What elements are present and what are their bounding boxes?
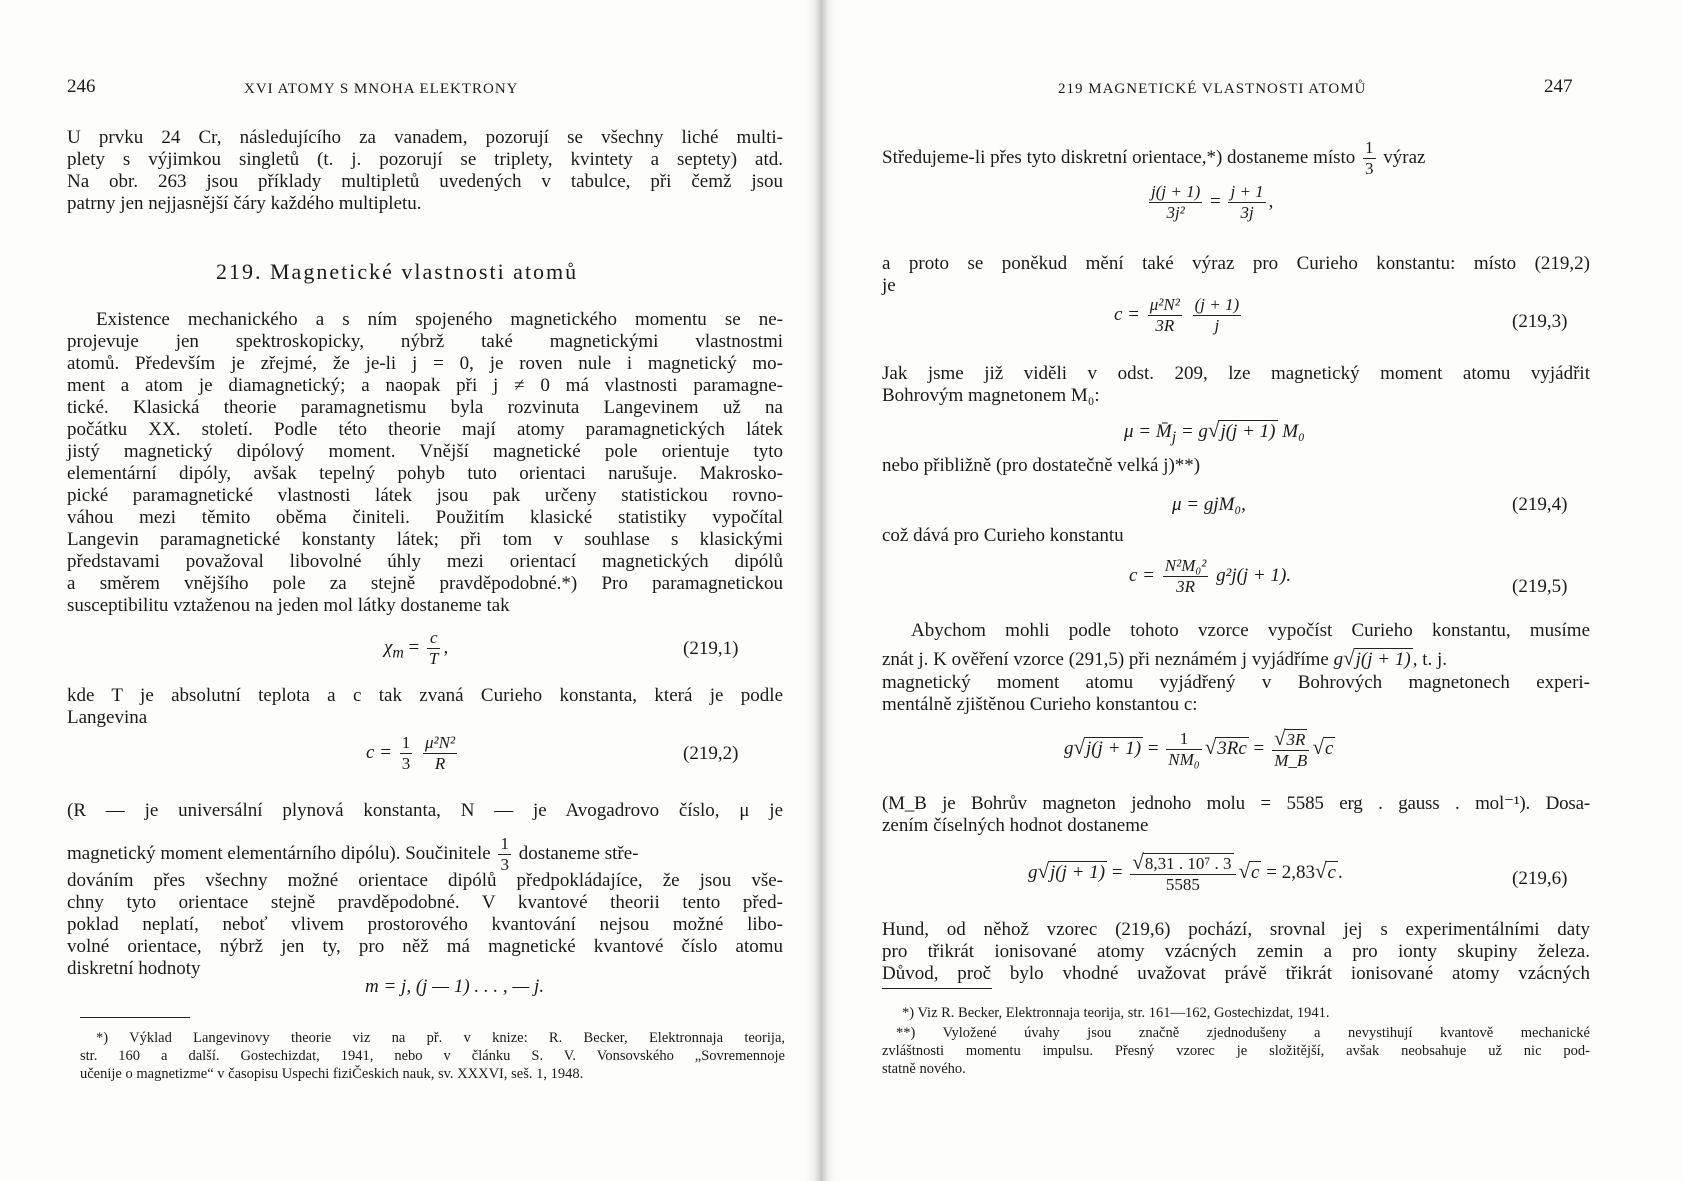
- footnote-line: *) Výklad Langevinovy theorie viz na př. v knize: R. Becker, Elektronnaja teorija,: [96, 1030, 785, 1046]
- text-line: dováním přes všechny možné orientace dipólů předpokládajíce, že jsou vše-: [67, 870, 783, 891]
- equation-punct: ,: [443, 636, 449, 658]
- fraction-numerator: j(j + 1): [1151, 182, 1201, 201]
- fraction-denominator: 3j: [1240, 203, 1254, 222]
- footnote-line: zvláštnosti momentu impulsu. Přesný vzorec je složitější, avšak neobsahuje už nic pod-: [882, 1043, 1590, 1059]
- equation-m-values: [365, 976, 544, 998]
- sqrt-icon: √: [1238, 858, 1251, 883]
- fraction-denominator: 3: [500, 855, 509, 874]
- equation-number: (219,2): [683, 743, 739, 764]
- text-line: Langevin paramagnetické konstanty látek; při tom v souhlase s klasickými: [67, 529, 783, 550]
- equation-fraction: [1130, 852, 1235, 895]
- text-line: váhou mezi těmito oběma činiteli. Použitím klasické statistiky vypočítal: [67, 507, 783, 528]
- text-line: zením číselných hodnot dostaneme: [882, 815, 1149, 836]
- equation-number: (219,5): [1512, 576, 1568, 597]
- equation-number: (219,1): [683, 638, 739, 659]
- fraction-numerator: 1: [1166, 729, 1201, 750]
- equation-fraction: [1272, 728, 1309, 771]
- fraction-numerator: 1: [401, 733, 411, 752]
- text-line: elementární dipóly, avšak tepelný pohyb tuto orientaci narušuje. Makrosko-: [67, 463, 783, 484]
- fraction-denominator: 3R: [1176, 577, 1196, 596]
- equation-subscript: m: [392, 644, 404, 662]
- equation-fraction: [427, 628, 440, 669]
- fraction-numerator: (j + 1): [1194, 295, 1240, 314]
- text-line: pické paramagnetické vlastnosti látek jsou pak určeny statistickou rovno-: [67, 485, 783, 506]
- fraction-numerator: 1: [1365, 138, 1374, 157]
- equation-moment: [1124, 418, 1305, 447]
- footnote-line: učenije o magnetizme“ v časopisu Uspechi fiziČeskich nauk, sv. XXXVI, seš. 1, 1948.: [80, 1066, 584, 1082]
- fraction-denominator: R: [434, 754, 446, 773]
- fraction-numerator: N²M₀²: [1164, 556, 1207, 575]
- equation-219-4: [1172, 494, 1246, 516]
- equation-fraction: [1193, 295, 1242, 336]
- fraction-denominator: j: [1214, 316, 1220, 335]
- text-line: což dává pro Curieho konstantu: [882, 525, 1124, 546]
- inline-fraction: [1363, 138, 1376, 179]
- radicand: c: [1324, 737, 1334, 759]
- fraction-numerator: μ²N²: [1149, 295, 1180, 314]
- footnote-rule: [80, 1017, 190, 1018]
- text-line: chny tyto orientace stejně pravděpodobné. V kvantové theorii tento před-: [67, 892, 783, 913]
- equation-operator: =: [1210, 190, 1221, 212]
- equation-219-1: [384, 628, 448, 669]
- equation-number: (219,4): [1512, 494, 1568, 515]
- text-line: a směrem vnějšího pole za stejně pravděpodobné.*) Pro paramagnetickou: [67, 573, 783, 594]
- right-page: [832, 0, 1683, 1181]
- equation-symbol: M₀: [1282, 421, 1305, 442]
- inline-fraction: [498, 834, 511, 875]
- sqrt-icon: √: [1132, 850, 1144, 874]
- equation-lhs: μ = M̄: [1124, 421, 1172, 442]
- equation-text: m = j, (j — 1) . . . , — j.: [365, 976, 545, 997]
- equation-fraction: [1166, 729, 1201, 770]
- equation-operator: =: [1111, 861, 1123, 883]
- radicand: j(j + 1): [1086, 737, 1142, 759]
- text-line: susceptibilitu vztaženou na jeden mol látky dostaneme tak: [67, 595, 510, 616]
- text-line: [882, 138, 1426, 179]
- equation-bohr: [1064, 728, 1335, 771]
- equation-fraction: [400, 733, 413, 774]
- equation-symbol: χ: [384, 636, 393, 658]
- equation-219-3: [1114, 295, 1244, 336]
- text-line: (R — je universální plynová konstanta, N — je Avogadrovo číslo, μ je: [67, 800, 783, 821]
- text-span: dostaneme stře-: [518, 842, 639, 864]
- fraction-numerator: 1: [500, 834, 509, 853]
- equation-tail: g²j(j + 1).: [1216, 564, 1292, 586]
- text-line: [67, 834, 638, 875]
- equation-219-5: [1129, 556, 1291, 597]
- equation-number: (219,6): [1512, 868, 1568, 889]
- text-span: , t. j.: [1412, 649, 1447, 670]
- left-page: [0, 0, 820, 1181]
- fraction-denominator: 3: [401, 754, 411, 773]
- fraction-denominator: T: [429, 649, 439, 668]
- text-line: U prvku 24 Cr, následujícího za vanadem, pozorují se všechny liché multi-: [67, 127, 783, 148]
- equation-subscript: j: [1171, 428, 1177, 446]
- text-line: Abychom mohli podle tohoto vzorce vypočíst Curieho konstantu, musíme: [911, 620, 1590, 641]
- text-line: atomů. Především je zřejmé, že je-li j = 0, je roven nule i magnetický mo-: [67, 353, 783, 374]
- equation-punct: ,: [1268, 190, 1274, 212]
- equation-symbol: g: [1028, 861, 1038, 883]
- footnote-line: str. 160 a další. Gostechizdat, 1941, nebo v článku S. V. Vonsovského „Sovremennoje: [80, 1048, 785, 1064]
- page-number: 246: [67, 76, 96, 97]
- sqrt-icon: √: [1343, 646, 1355, 670]
- equation-219-2: [366, 733, 460, 774]
- fraction-denominator: NM₀: [1168, 750, 1200, 769]
- text-line: Na obr. 263 jsou příklady multipletů uvedených v tabulce, při čemž jsou: [67, 171, 783, 192]
- fraction-denominator: 3j²: [1166, 203, 1185, 222]
- fraction-numerator: j + 1: [1230, 182, 1264, 201]
- footnote-line: *) Viz R. Becker, Elektronnaja teorija, str. 161—162, Gostechizdat, 1941.: [902, 1005, 1330, 1021]
- sqrt-icon: √: [1207, 418, 1220, 442]
- sqrt-icon: √: [1073, 734, 1086, 759]
- radicand: 3R: [1286, 730, 1306, 749]
- text-line: ment a atom je diamagnetický; a naopak při j ≠ 0 má vlastnosti paramagne-: [67, 375, 783, 396]
- text-line: Důvod, proč bylo vhodné uvažovat právě třikrát ionisované atomy vzácných: [882, 963, 1590, 984]
- equation-result: = 2,83: [1266, 861, 1315, 883]
- text-line: jistý magnetický dipólový moment. Vnější magnetické pole orientuje tyto: [67, 441, 783, 462]
- text-line: patrny jen nejjasnější čáry každého multipletu.: [67, 193, 422, 214]
- text-span: Středujeme-li přes tyto diskretní orientace,*) dostaneme místo: [882, 146, 1356, 168]
- text-span: výraz: [1383, 146, 1426, 168]
- radicand: 3Rc: [1217, 737, 1247, 759]
- text-line: diskretní hodnoty: [67, 958, 201, 979]
- text-line: magnetický moment atomu vyjádřený v Bohrových magnetonech experi-: [882, 672, 1590, 693]
- equation-lhs: c =: [1129, 564, 1156, 586]
- sqrt-icon: √: [1037, 858, 1050, 883]
- equation-number: (219,3): [1512, 311, 1568, 332]
- text-span: znát j. K ověření vzorce (291,5) při neznámém j vyjádříme: [882, 649, 1329, 670]
- text-line: projevuje jen spektroskopicky, nýbrž také magnetickými vlastnostmi: [67, 331, 783, 352]
- equation-punct: .: [1337, 861, 1343, 883]
- footnote-line: statně nového.: [882, 1061, 966, 1077]
- section-title: 219. Magnetické vlastnosti atomů: [216, 259, 579, 284]
- text-line: volné orientace, nýbrž jen ty, pro něž má magnetické kvantové číslo atomu: [67, 936, 783, 957]
- equation-text: μ = gjM₀,: [1172, 494, 1246, 515]
- text-line: kde T je absolutní teplota a c tak zvaná Curieho konstanta, která je podle: [67, 685, 783, 706]
- sqrt-icon: √: [1204, 734, 1217, 759]
- text-line: mentálně zjištěnou Curieho konstantou c:: [882, 694, 1198, 715]
- radicand: 8,31 . 10⁷ . 3: [1144, 854, 1232, 873]
- text-line: Existence mechanického a s ním spojeného magnetického momentu se ne-: [96, 309, 783, 330]
- text-line: tické. Klasická theorie paramagnetismu byla rozvinuta Langevinem už na: [67, 397, 783, 418]
- text-line: je: [882, 275, 896, 296]
- equation-operator: =: [1253, 737, 1265, 759]
- equation-fraction: [1148, 295, 1182, 336]
- equation-lhs: c =: [366, 741, 393, 763]
- equation-symbol: g: [1064, 737, 1074, 759]
- fraction-denominator: 5585: [1165, 875, 1200, 894]
- equation-219-6: [1028, 852, 1343, 895]
- text-line: pro třikrát ionisované atomy vzácných zemin a pro ionty skupiny železa.: [882, 941, 1590, 962]
- fraction-denominator: M_B: [1274, 751, 1308, 770]
- text-line: (M_B je Bohrův magneton jednoho molu = 5585 erg . gauss . mol⁻¹). Dosa-: [882, 793, 1590, 814]
- radicand: j(j + 1): [1050, 861, 1106, 883]
- footnote-line: **) Vyložené úvahy jsou značně zjednodušeny a nevystihují kvantově mechanické: [896, 1025, 1590, 1041]
- equation-fraction: [1163, 556, 1209, 597]
- text-line: nebo přibližně (pro dostatečně velká j)**): [882, 455, 1201, 476]
- running-head: 219 MAGNETICKÉ VLASTNOSTI ATOMŮ: [1058, 81, 1367, 97]
- text-line: Jak jsme již viděli v odst. 209, lze magnetický moment atomu vyjádřit: [882, 363, 1590, 384]
- equation-operator: =: [1147, 737, 1159, 759]
- fraction-denominator: 3: [1365, 159, 1374, 178]
- text-line: Bohrovým magnetonem M₀:: [882, 385, 1100, 406]
- equation-symbol: g: [1333, 649, 1344, 670]
- text-line: Langevina: [67, 707, 148, 728]
- fraction-numerator: c: [429, 628, 438, 647]
- radicand: j(j + 1): [1220, 421, 1276, 442]
- radicand: c: [1327, 861, 1336, 883]
- equation-fraction: [1228, 182, 1265, 223]
- radicand: c: [1251, 861, 1260, 883]
- equation-fraction: [1149, 182, 1202, 223]
- sqrt-icon: √: [1314, 858, 1327, 883]
- running-head: XVI ATOMY S MNOHA ELEKTRONY: [244, 81, 519, 97]
- footnote-rule: [882, 988, 992, 989]
- equation-average: [1146, 182, 1273, 223]
- text-line: [882, 647, 1447, 671]
- fraction-numerator: μ²N²: [425, 733, 456, 752]
- radicand: j(j + 1): [1355, 649, 1411, 670]
- text-line: představami považoval libovolné úhly mezi orientací magnetických dipólů: [67, 551, 783, 572]
- page-number: 247: [1544, 76, 1573, 97]
- sqrt-icon: √: [1312, 734, 1324, 759]
- text-line: počátku XX. století. Podle této theorie mají atomy paramagnetických látek: [67, 419, 783, 440]
- equation-operator: = g: [1180, 421, 1208, 442]
- text-line: a proto se poněkud mění také výraz pro Curieho konstantu: místo (219,2): [882, 253, 1590, 274]
- text-line: Hund, od něhož vzorec (219,6) pochází, srovnal jej s experimentálními daty: [882, 919, 1590, 940]
- equation-operator: =: [408, 636, 420, 658]
- text-line: plety s výjimkou singletů (t. j. pozorují se triplety, kvintety a septety) atd.: [67, 149, 783, 170]
- fraction-denominator: 3R: [1155, 316, 1175, 335]
- equation-fraction: [423, 733, 457, 774]
- sqrt-icon: √: [1274, 726, 1286, 750]
- text-span: magnetický moment elementárního dipólu). Součinitele: [67, 842, 491, 864]
- text-line: poklad neplatí, neboť vlivem prostorového kvantování nejsou možné libo-: [67, 914, 783, 935]
- equation-lhs: c =: [1114, 303, 1141, 325]
